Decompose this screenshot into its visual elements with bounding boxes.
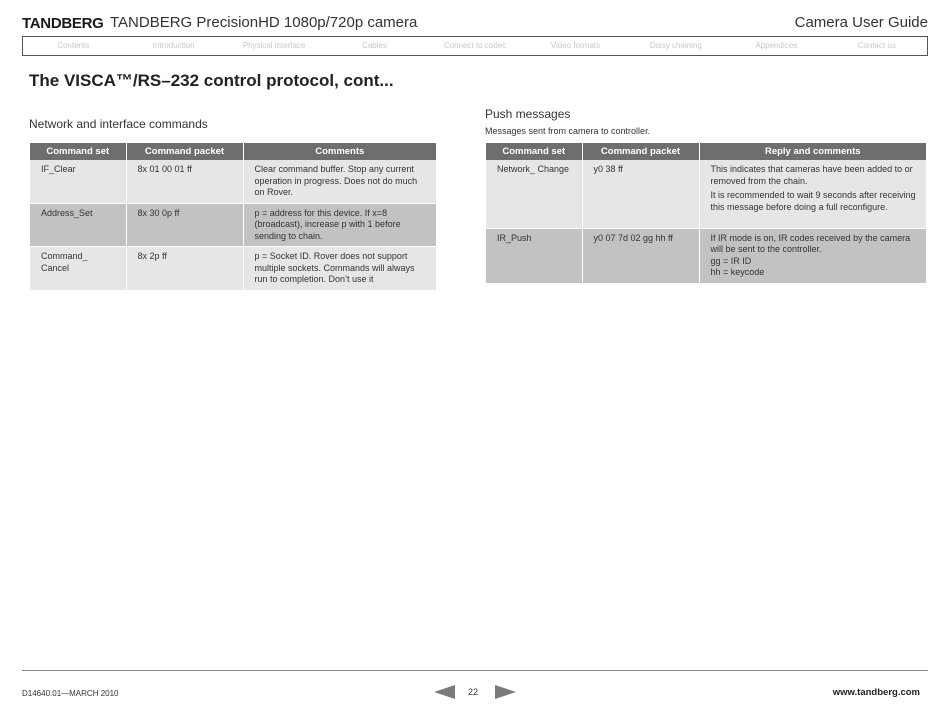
- right-section-title: Push messages: [485, 107, 571, 121]
- nav-appendices[interactable]: Appendices: [755, 41, 798, 50]
- comments-cell: [699, 160, 926, 228]
- table-row: [30, 203, 436, 247]
- nav-contact-us[interactable]: Contact us: [857, 41, 896, 50]
- nav-cables[interactable]: Cables: [362, 41, 387, 50]
- nav-introduction[interactable]: Introduction: [152, 41, 195, 50]
- left-section-title: Network and interface commands: [29, 117, 208, 131]
- comment-text: If IR mode is on, IR codes received by the camera will be sent to the controller.: [710, 232, 911, 254]
- command-packet-cell: 8x 2p ff: [126, 247, 243, 291]
- comment-text: p = Socket ID. Rover does not support multiple sockets. Commands will always run to completion. Don’t use it: [254, 251, 415, 284]
- nav-video-formats[interactable]: Video formats: [550, 41, 601, 50]
- nav-bar: [22, 36, 928, 56]
- next-page-arrow-icon[interactable]: [495, 685, 516, 699]
- command-packet-cell: y0 38 ff: [582, 160, 699, 228]
- comment-text: hh = keycode: [710, 267, 765, 277]
- table-row: [486, 228, 926, 283]
- product-title: TANDBERG PrecisionHD 1080p/720p camera: [110, 14, 418, 31]
- brand-logo: TANDBERG: [22, 15, 104, 32]
- column-header: Command set: [30, 143, 126, 160]
- comment-text: gg = IR ID: [710, 255, 752, 266]
- guide-title: Camera User Guide: [794, 14, 928, 31]
- comments-cell: [699, 228, 926, 283]
- column-header: Command packet: [126, 143, 243, 160]
- table-row: [486, 160, 926, 228]
- page-title: The VISCA™/RS–232 control protocol, cont...: [29, 71, 394, 90]
- right-section-subtitle: Messages sent from camera to controller.: [485, 126, 651, 136]
- command-packet-cell: 8x 01 00 01 ff: [126, 160, 243, 203]
- comment-text: p = address for this device. If x=8 (broadcast), increase p with 1 before sending to chain.: [254, 207, 401, 241]
- comment-text: This indicates that cameras have been added to or removed from the chain.: [710, 164, 913, 186]
- comments-cell: [243, 203, 436, 247]
- network-commands-table: [30, 143, 436, 291]
- comments-cell: [243, 247, 436, 291]
- command-packet-cell: y0 07 7d 02 gg hh ff: [582, 228, 699, 283]
- column-header: Reply and comments: [699, 143, 926, 160]
- document-id: D14640.01—MARCH 2010: [22, 689, 119, 698]
- website-link[interactable]: www.tandberg.com: [832, 687, 920, 698]
- table-row: [30, 160, 436, 203]
- comment-text: It is recommended to wait 9 seconds after receiving this message before doing a full reconfigure.: [710, 190, 916, 212]
- page-number: 22: [468, 687, 479, 697]
- nav-connect-to-codec[interactable]: Connect to codec: [443, 41, 507, 50]
- command-set-cell: Command_ Cancel: [30, 247, 126, 291]
- command-set-cell: Network_ Change: [486, 160, 582, 228]
- command-set-cell: Address_Set: [30, 203, 126, 247]
- comment-text: Clear command buffer. Stop any current operation in progress. Does not do much on Rover.: [254, 164, 418, 197]
- push-messages-table: [486, 143, 926, 284]
- command-packet-cell: 8x 30 0p ff: [126, 203, 243, 247]
- page-header: [22, 14, 928, 34]
- column-header: Command set: [486, 143, 582, 160]
- nav-daisy-chaining[interactable]: Daisy chaining: [649, 41, 702, 50]
- table-row: [30, 247, 436, 291]
- previous-page-arrow-icon[interactable]: [434, 685, 455, 699]
- comments-cell: [243, 160, 436, 203]
- nav-contents[interactable]: Contents: [57, 41, 90, 50]
- command-set-cell: IR_Push: [486, 228, 582, 283]
- column-header: Command packet: [582, 143, 699, 160]
- footer-divider: [22, 670, 928, 671]
- column-header: Comments: [243, 143, 436, 160]
- nav-physical-interface[interactable]: Physical interface: [242, 41, 306, 50]
- command-set-cell: IF_Clear: [30, 160, 126, 203]
